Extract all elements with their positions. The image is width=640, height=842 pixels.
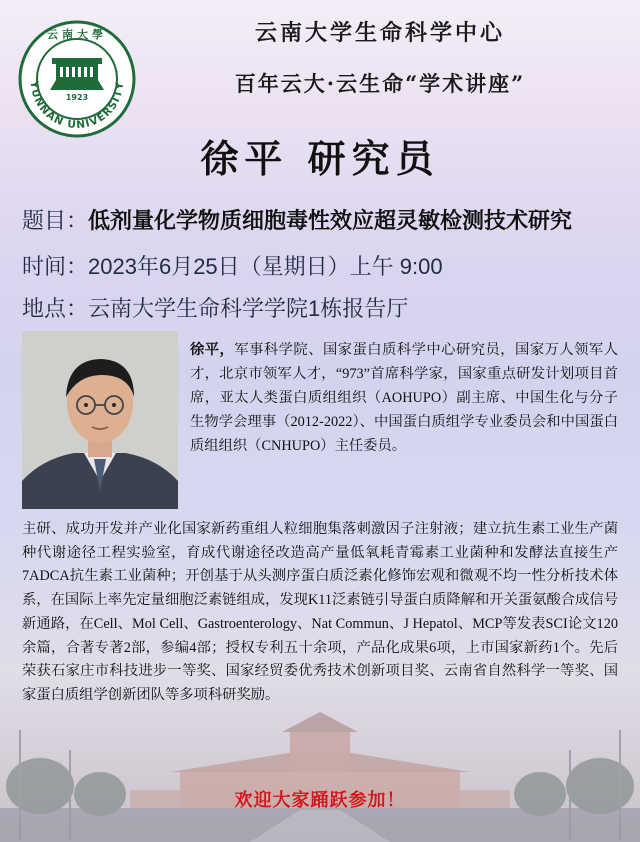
welcome-message: 欢迎大家踊跃参加！ [234,790,406,811]
time-label: 时间： [22,254,89,279]
topic-row [22,204,572,235]
speaker-bio [190,338,618,458]
place-label: 地点： [22,296,89,321]
speaker-name: 徐平， [190,342,235,358]
place-row [22,292,408,323]
speaker-title: 徐平 研究员 [200,136,440,181]
time-value: 2023年6月25日（星期日）上午 9:00 [88,254,443,279]
logo-top-text: 云南大學 [47,28,107,41]
logo-ring-text: YUNNAN UNIVERSITY [27,80,127,132]
research-summary: 主研、成功开发并产业化国家新药重组人粒细胞集落刺激因子注射液；建立抗生素工业生产菌种代谢途径工程实验室，育成代谢途径改造高产量低氧耗青霉素工业菌种和发酵法直接生产7ADCA抗生素工业菌种；开创基于从头测序蛋白质泛素化修饰宏观和微观不均一性分析技术体系，在国际上率先定量细胞泛素链组成，发现K11泛素链引导蛋白质降解和开关蛋氨酸合成信号新通路，在Cell、Mol Cell、Gastroenterology、Nat Commun、J Hepatol、MCP等发表SCI论文120余篇，合著专著2部，参编4部；授权专利五十余项，产品化成果6项，上市国家新药1个。先后荣获石家庄市科技进步一等奖、国家经贸委优秀技术创新项目奖、云南省自然科学一等奖、国家蛋白质组学创新团队等多项科研奖励。 [22,521,618,703]
campus-background-image [0,690,640,842]
place-value: 云南大学生命科学学院1栋报告厅 [88,296,409,321]
yunnan-university-logo [18,20,136,138]
topic-label: 题目： [22,208,89,233]
organizer-title: 云南大学生命科学中心 [254,20,505,46]
logo-year: 1923 [65,93,89,102]
topic-value: 低剂量化学物质细胞毒性效应超灵敏检测技术研究 [88,208,573,233]
speaker-photo [22,331,178,509]
speaker-bio-text: 军事科学院、国家蛋白质科学中心研究员，国家万人领军人才，北京市领军人才，“973”首席科学家，国家重点研发计划项目首席，亚太人类蛋白质组组织（AOHUPO）副主席、中国生化与分子生物学会理事（2012-2022）、中国蛋白质组学专业委员会和中国蛋白质组组织（CNHUPO）主任委员。 [190,342,619,454]
time-row [22,250,443,281]
lecture-series-title: 百年云大·云生命“学术讲座” [234,71,526,96]
